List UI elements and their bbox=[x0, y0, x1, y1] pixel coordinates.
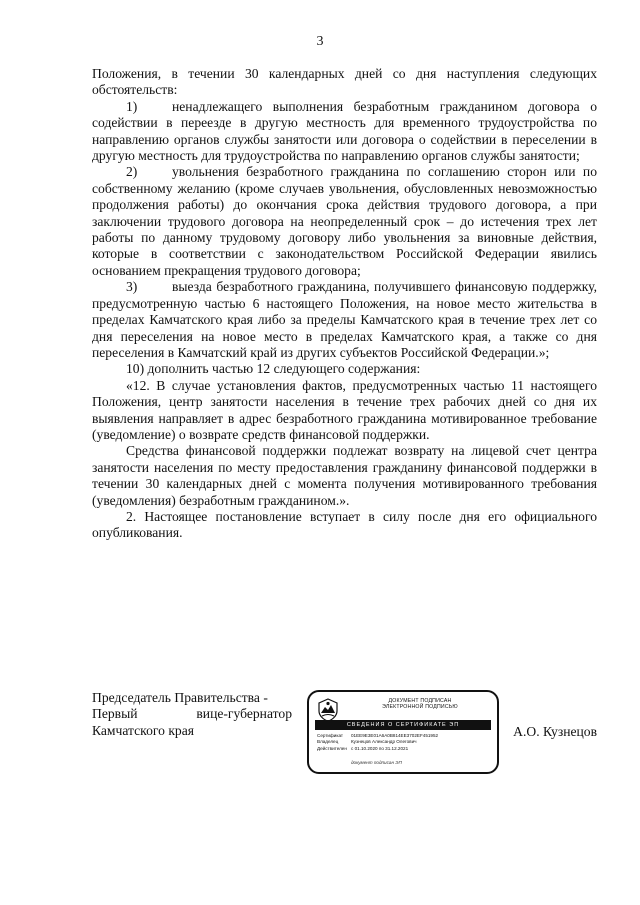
stamp-row-value: 01EE9E3E01A6A0B814EE3702EF451952 bbox=[351, 733, 439, 738]
paragraph-refund: Средства финансовой поддержки подлежат возврату на лицевой счет центра занятости населения по месту предоставления гражданину финансовой поддержки в течении 30 календарных дней с момента получения мотивированного требования (уведомления) безработным гражданином.». bbox=[92, 443, 597, 508]
stamp-row-value: Кузнецов Александр Олегович bbox=[351, 739, 417, 745]
stamp-details bbox=[317, 733, 495, 752]
electronic-signature-stamp bbox=[307, 690, 499, 774]
stamp-footer: документ подписан ЭП bbox=[351, 760, 402, 765]
list-item-text: ненадлежащего выполнения безработным гражданином договора о содействии в переезде в другую местность для временного трудоустройства по направлению органов службы занятости или договора о содействии в переселении в другую местность для трудоустройства по направлению органов службы занятости; bbox=[92, 98, 597, 164]
stamp-header-line: ЭЛЕКТРОННОЙ ПОДПИСЬЮ bbox=[382, 704, 458, 711]
document-body bbox=[92, 66, 597, 542]
paragraph-amendment: 10) дополнить частью 12 следующего содержания: bbox=[126, 361, 421, 377]
position-line bbox=[92, 706, 292, 722]
position-word: Первый bbox=[92, 706, 138, 722]
stamp-row bbox=[317, 746, 495, 752]
stamp-row-key: Сертификат bbox=[317, 733, 344, 738]
paragraph-effective: 2. Настоящее постановление вступает в силу после дня его официального опубликования. bbox=[92, 508, 597, 541]
signatory-position bbox=[92, 690, 292, 739]
list-item-text: увольнения безработного гражданина по соглашению сторон или по собственному желанию (кроме случаев увольнения, обусловленных невозможностью продолжения работы) до окончания срока действия трудового договора, а при заключении трудового договора на неопределенный срок – до истечения трех лет работы по данному трудовому договору либо увольнения за виновные действия, которые в соответствии с законодательством Российской Федерации явились основанием прекращения трудового договора; bbox=[92, 164, 597, 278]
paragraph-intro: Положения, в течении 30 календарных дней со дня наступления следующих обстоятельств: bbox=[92, 66, 597, 98]
stamp-header bbox=[345, 698, 495, 711]
position-line: Председатель Правительства - bbox=[92, 690, 268, 705]
list-item bbox=[92, 164, 597, 279]
stamp-band: СВЕДЕНИЯ О СЕРТИФИКАТЕ ЭП bbox=[315, 720, 491, 730]
stamp-header-line: ДОКУМЕНТ ПОДПИСАН bbox=[388, 698, 452, 704]
list-item bbox=[92, 99, 597, 165]
list-item-number: 1) bbox=[126, 98, 138, 114]
stamp-row-value: с 01.10.2020 по 31.12.2021 bbox=[351, 745, 409, 751]
list-item-number: 2) bbox=[126, 164, 138, 180]
signatory-name: А.О. Кузнецов bbox=[513, 724, 597, 739]
stamp-row-key: Действителен bbox=[317, 745, 347, 751]
list-item-text: выезда безработного гражданина, получившего финансовую поддержку, предусмотренную частью 6 настоящего Положения, на новое место жительства в пределах Камчатского края либо за пределы Камчатского края в течение трех лет со дня переселения на новое место в пределах Камчатского края, а также со дня переселения в Камчатский край из других субъектов Российской Федерации.»; bbox=[92, 279, 597, 360]
coat-of-arms-icon bbox=[317, 698, 339, 722]
paragraph-part-12: «12. В случае установления фактов, предусмотренных частью 11 настоящего Положения, центр занятости населения в течение трех рабочих дней со дня их выявления направляет в адрес безработного гражданина мотивированное требование (уведомление) о возврате средств финансовой поддержки. bbox=[92, 377, 597, 442]
page-number: 3 bbox=[316, 34, 324, 49]
stamp-row-key: Владелец bbox=[317, 739, 339, 745]
position-line: Камчатского края bbox=[92, 722, 195, 738]
list-item-number: 3) bbox=[126, 279, 138, 295]
list-item bbox=[92, 279, 597, 361]
position-word: вице-губернатор bbox=[196, 706, 292, 722]
